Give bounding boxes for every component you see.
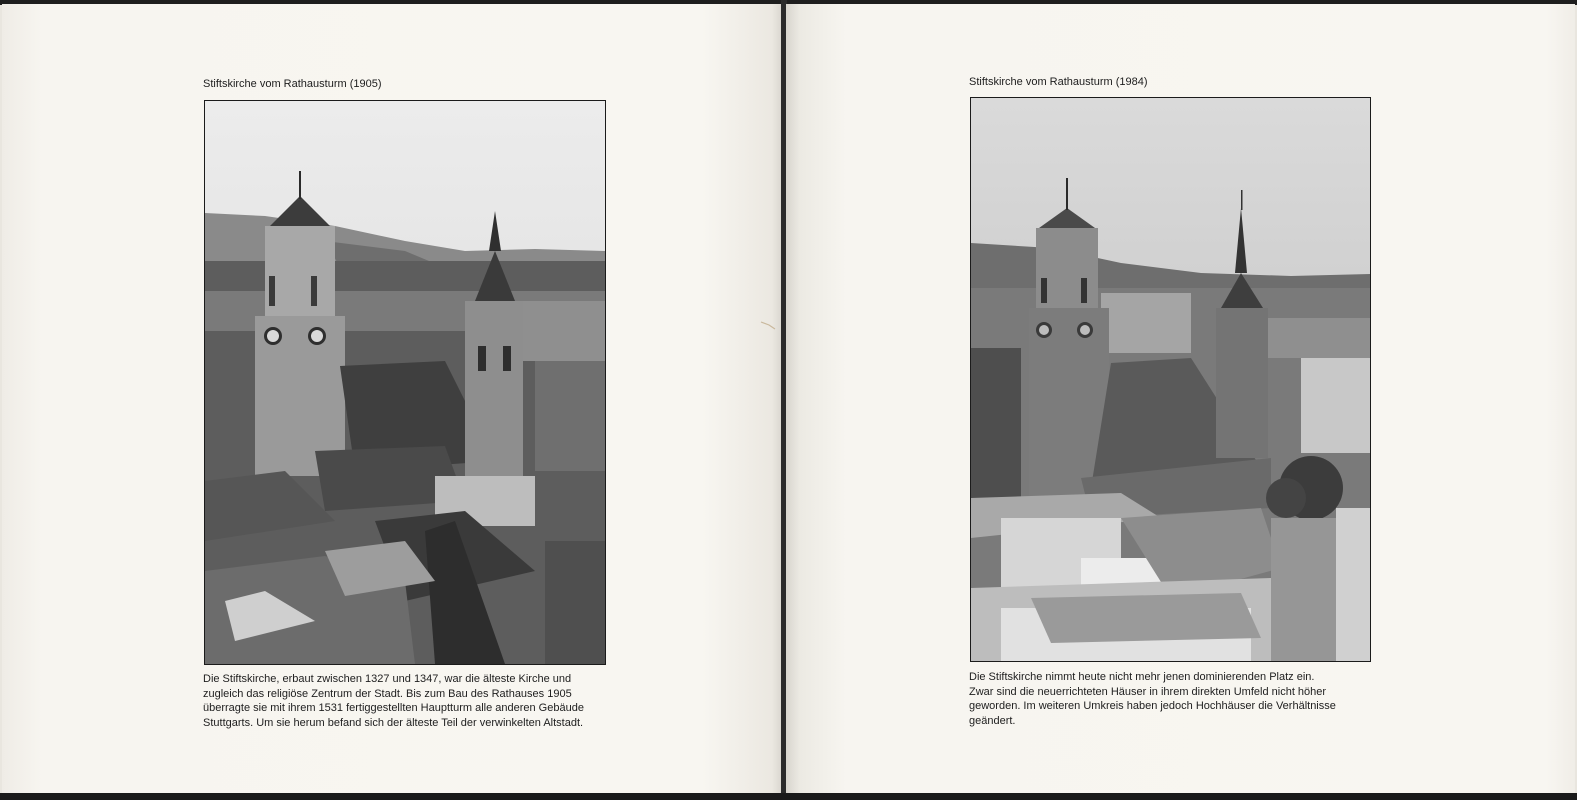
left-text-line: überragte sie mit ihrem 1531 fertiggestellten Hauptturm alle anderen Gebäude <box>203 702 584 714</box>
left-photo-title: Stiftskirche vom Rathausturm (1905) <box>203 78 382 90</box>
right-text-line: geworden. Im weiteren Umkreis haben jedoch Hochhäuser die Verhältnisse <box>969 700 1336 712</box>
left-photo-1905 <box>204 100 606 665</box>
left-body-text <box>203 672 584 730</box>
right-text-line: Die Stiftskirche nimmt heute nicht mehr jenen dominierenden Platz ein. <box>969 671 1315 683</box>
right-text-line: Zwar sind die neuerrichteten Häuser in ihrem direkten Umfeld nicht höher <box>969 685 1327 698</box>
scan-bottom-edge <box>0 793 1577 800</box>
left-text-line: Stuttgarts. Um sie herum befand sich der älteste Teil der verwinkelten Altstadt. <box>203 716 584 729</box>
right-photo-title: Stiftskirche vom Rathausturm (1984) <box>969 76 1148 88</box>
right-text-line: geändert. <box>969 714 1016 727</box>
left-text-line: zugleich das religiöse Zentrum der Stadt. Bis zum Bau des Rathauses 1905 <box>203 687 572 700</box>
church-1984-illustration <box>971 98 1370 661</box>
church-1905-illustration <box>205 101 605 664</box>
left-text-line: Die Stiftskirche, erbaut zwischen 1327 und 1347, war die älteste Kirche und <box>203 673 572 685</box>
right-body-text <box>969 670 1336 728</box>
right-photo-1984 <box>970 97 1371 662</box>
page-mark <box>760 320 776 330</box>
